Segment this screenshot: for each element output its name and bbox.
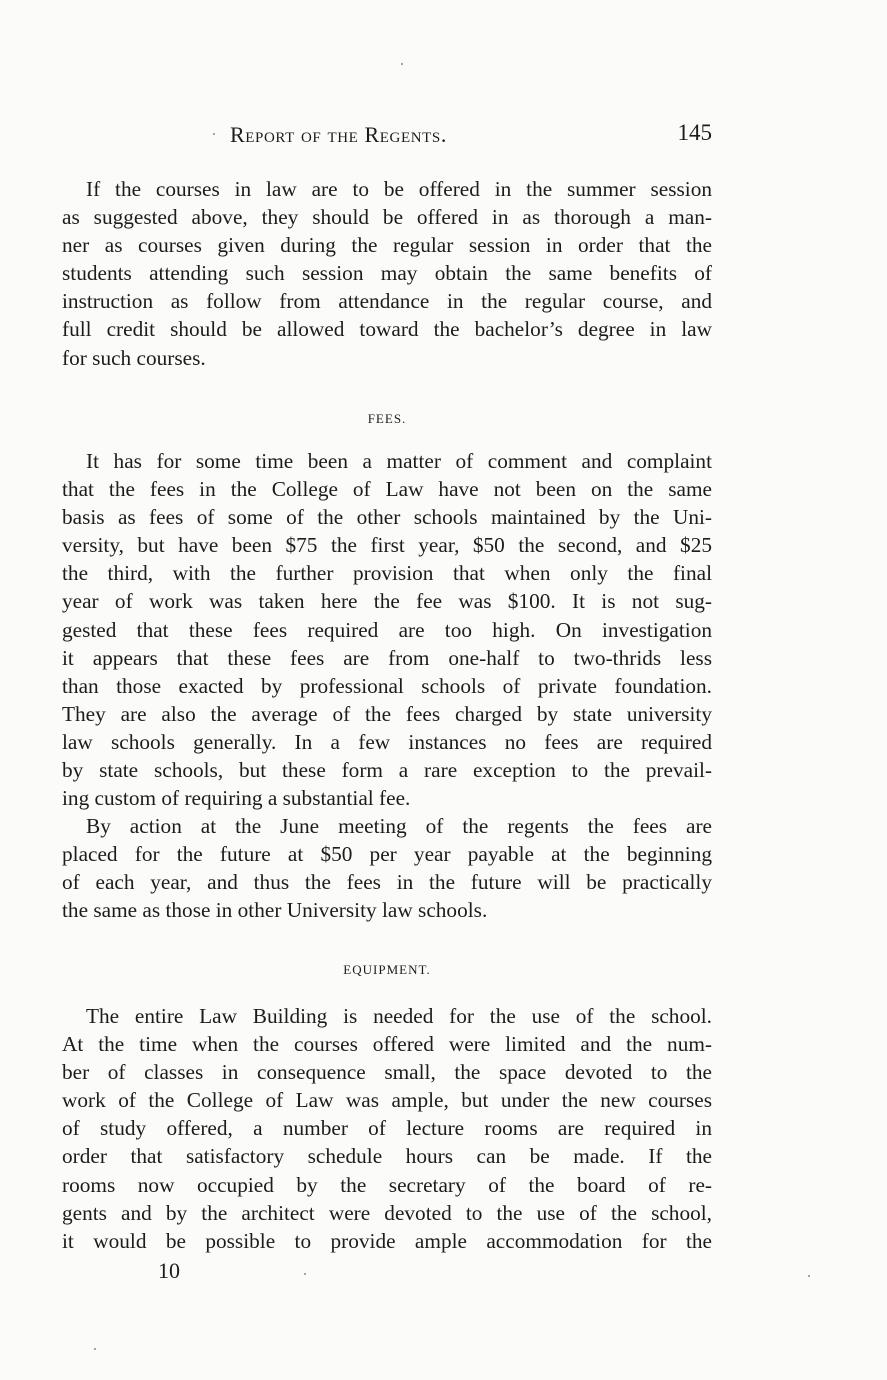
scan-speck (401, 63, 403, 65)
text-line: gents and by the architect were devoted to the use of the school, (62, 1200, 712, 1225)
text-line: by state schools, but these form a rare exception to the prevail- (62, 758, 712, 783)
text-line: They are also the average of the fees charged by state university (62, 701, 712, 726)
text-line: gested that these fees required are too high. On investigation (62, 617, 712, 642)
text-line: than those exacted by professional schools of private foundation. (62, 673, 712, 698)
text-line: versity, but have been $75 the first year, $50 the second, and $25 (62, 533, 712, 558)
text-line: of each year, and thus the fees in the future will be practically (62, 870, 712, 895)
scan-speck (94, 1348, 96, 1350)
text-line: it would be possible to provide ample accommodation for the (62, 1228, 712, 1253)
text-line: as suggested above, they should be offered in as thorough a man- (62, 205, 712, 230)
text-line: students attending such session may obtain the same benefits of (62, 261, 712, 286)
text-line: At the time when the courses offered were limited and the num- (62, 1032, 712, 1057)
text-line: work of the College of Law was ample, but under the new courses (62, 1088, 712, 1113)
text-line: ner as courses given during the regular session in order that the (62, 233, 712, 258)
text-line: the same as those in other University law schools. (62, 898, 488, 923)
scan-speck (213, 133, 215, 135)
signature-mark: 10 (158, 1258, 180, 1283)
text-line: The entire Law Building is needed for the use of the school. (86, 1004, 712, 1028)
text-line: order that satisfactory schedule hours can be made. If the (62, 1144, 712, 1169)
text-line: that the fees in the College of Law have not been on the same (62, 477, 712, 502)
text-line: It has for some time been a matter of comment and complaint (86, 449, 712, 473)
text-line: year of work was taken here the fee was $100. It is not sug- (62, 589, 712, 614)
text-line: the third, with the further provision that when only the final (62, 561, 712, 586)
paragraph-equipment (62, 1002, 712, 1255)
text-line: it appears that these fees are from one-half to two-thrids less (62, 645, 712, 670)
paragraph-summer-session (62, 175, 712, 372)
page-number: 145 (677, 120, 712, 145)
text-line: rooms now occupied by the secretary of the board of re- (62, 1172, 712, 1197)
text-line: basis as fees of some of the other schools maintained by the Uni- (62, 505, 712, 530)
text-line: instruction as follow from attendance in the regular course, and (62, 289, 712, 314)
text-line: law schools generally. In a few instances no fees are required (62, 729, 712, 754)
text-line: If the courses in law are to be offered in the summer session (86, 177, 712, 201)
paragraph-june-meeting (62, 812, 712, 924)
scan-speck (304, 1273, 306, 1275)
text-line: of study offered, a number of lecture rooms are required in (62, 1116, 712, 1141)
running-title: Report of the Regents. (230, 122, 447, 147)
text-line: for such courses. (62, 345, 206, 370)
paragraph-fees-complaint (62, 447, 712, 812)
running-head (62, 120, 712, 152)
text-line: ing custom of requiring a substantial fee. (62, 786, 411, 811)
text-line: full credit should be allowed toward the bachelor’s degree in law (62, 317, 712, 342)
text-line: placed for the future at $50 per year payable at the beginning (62, 842, 712, 867)
fees-heading: FEES. (367, 411, 407, 426)
scan-speck (808, 1275, 810, 1277)
text-line: ber of classes in consequence small, the space devoted to the (62, 1060, 712, 1085)
text-line: By action at the June meeting of the regents the fees are (86, 814, 712, 838)
equipment-heading: EQUIPMENT. (343, 962, 431, 977)
